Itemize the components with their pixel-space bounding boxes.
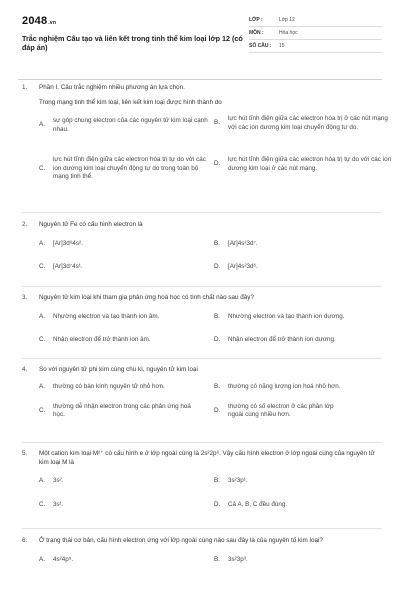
option-letter: C. <box>39 406 46 414</box>
option-c[interactable] <box>39 403 199 420</box>
logo-text: 2048 <box>22 15 48 27</box>
option-d[interactable] <box>214 336 336 345</box>
meta-label: MÔN : <box>249 29 264 36</box>
question-text: Nguyên tử kim loại khi tham gia phản ứng hoá học có tính chất nào sau đây? <box>39 294 254 301</box>
header-divider <box>18 79 382 80</box>
option-b[interactable] <box>214 115 392 132</box>
option-letter: B. <box>214 119 220 127</box>
options <box>39 477 382 513</box>
option-a[interactable] <box>39 117 214 134</box>
option-b[interactable] <box>214 383 392 392</box>
option-a[interactable] <box>39 477 64 486</box>
option-c[interactable] <box>39 501 64 510</box>
options <box>39 556 382 570</box>
meta-value: 15 <box>279 42 285 49</box>
question-header <box>22 450 382 467</box>
option-letter: D. <box>214 406 221 414</box>
option-text: [Ar]3d⁶4s². <box>53 239 83 247</box>
option-text: Cả A, B, C đều đúng. <box>228 501 288 508</box>
option-letter: D. <box>214 501 221 508</box>
option-b[interactable] <box>214 240 258 249</box>
option-letter: D. <box>214 262 221 270</box>
header-left <box>22 14 247 53</box>
option-text: [Ar]3d⁷4s¹. <box>53 262 83 270</box>
option-b[interactable] <box>214 477 248 486</box>
option-text: sự góp chung electron của các nguyên tử kim loại cạnh nhau. <box>53 117 208 133</box>
question-5 <box>22 450 382 513</box>
option-a[interactable] <box>39 383 214 392</box>
options <box>39 383 382 433</box>
options <box>39 115 392 187</box>
option-text: [Ar]4s²3d⁶. <box>228 262 258 270</box>
meta-row-count <box>249 40 382 53</box>
option-letter: A. <box>39 121 45 129</box>
question-stem: Trong mạng tinh thể kim loại, liên kết kim loại được hình thành do <box>39 98 222 106</box>
question-number: 5. <box>22 450 28 457</box>
option-text: Nhường electron và tạo thành ion dương. <box>228 312 345 320</box>
option-letter: B. <box>214 477 220 484</box>
option-text: lực hút tĩnh điện giữa các electron hóa trị tự do với các ion dương kim loại ở các nút mạng. <box>228 156 392 172</box>
option-c[interactable] <box>39 156 214 182</box>
option-text: thường có bán kính nguyên tử nhỏ hơn. <box>53 382 165 390</box>
option-text: 3s². <box>53 477 64 484</box>
option-letter: D. <box>214 335 221 343</box>
meta-label: LỚP : <box>249 16 263 23</box>
question-divider <box>22 442 382 443</box>
question-2 <box>22 221 382 276</box>
question-4 <box>22 366 382 433</box>
option-b[interactable] <box>214 313 344 322</box>
meta-row-class <box>249 14 382 27</box>
option-letter: B. <box>214 312 220 320</box>
option-d[interactable] <box>214 403 344 420</box>
option-a[interactable] <box>39 313 159 322</box>
question-number: 6. <box>22 537 28 544</box>
option-d[interactable] <box>214 263 258 272</box>
option-letter: C. <box>39 164 46 172</box>
question-text: Nguyên tử Fe có cấu hình electron là <box>39 221 143 228</box>
question-text: Ở trạng thái cơ bản, cấu hình electron ứng với lớp ngoài cùng nào sau đây là của nguyên tố kim loại? <box>39 537 323 544</box>
question-text: So với nguyên tử phi kim cùng chu kì, nguyên tử kim loại <box>39 366 198 373</box>
meta-label: SỐ CÂU : <box>249 42 272 49</box>
meta-row-subject <box>249 27 382 40</box>
option-text: thường có số electron ở các phân lớp ngoài cùng nhiều hơn. <box>228 402 334 418</box>
option-a[interactable] <box>39 556 73 565</box>
option-text: 3s²3p¹. <box>228 477 248 484</box>
option-letter: B. <box>214 382 220 390</box>
option-text: lực hút tĩnh điện giữa các electron hóa trị tự do với các ion dương kim loại chuyển động tự do trong toàn bộ mạng tinh thể. <box>53 156 206 180</box>
option-letter: A. <box>39 239 45 247</box>
option-letter: A. <box>39 312 45 320</box>
options <box>39 240 382 276</box>
option-letter: A. <box>39 382 45 390</box>
option-text: lực hút tĩnh điện giữa các electron hóa trị ở các nút mạng với các ion dương kim loại chuyển động tự do. <box>228 115 388 131</box>
option-text: [Ar]4s¹3d⁷. <box>228 239 258 247</box>
option-text: 3s²3p³. <box>228 555 248 563</box>
option-letter: C. <box>39 501 46 508</box>
logo-suffix: .vn <box>48 20 57 26</box>
question-header <box>22 84 382 93</box>
option-b[interactable] <box>214 556 248 565</box>
question-header <box>22 537 382 546</box>
document-header <box>22 14 382 53</box>
option-letter: C. <box>39 262 46 270</box>
option-text: Nhận electron để trở thành ion dương. <box>228 335 336 343</box>
option-text: thường có năng lượng ion hoá nhỏ hơn. <box>228 382 341 390</box>
option-letter: B. <box>214 555 220 563</box>
option-letter: B. <box>214 239 220 247</box>
question-3 <box>22 294 382 349</box>
option-d[interactable] <box>214 501 287 510</box>
question-divider <box>22 212 382 213</box>
question-text: Một cation kim loại M²⁺ có cấu hình e ở lớp ngoài cùng là 2s²2p⁶. Vậy cấu hình electron ở lớp ngoài cùng của nguyên tử kim loại M là <box>39 450 375 466</box>
option-text: Nhận electron để trở thành ion âm. <box>53 335 151 343</box>
options <box>39 313 382 349</box>
meta-value: Hóa học <box>279 29 298 36</box>
meta-table <box>249 14 382 53</box>
option-a[interactable] <box>39 240 83 249</box>
option-letter: C. <box>39 335 46 343</box>
option-text: Nhường electron và tạo thành ion âm. <box>53 312 160 320</box>
question-number: 2. <box>22 221 28 228</box>
option-text: 4s²4p⁵. <box>53 555 74 563</box>
question-text: Phần I. Câu trắc nghiệm nhiều phương án lựa chọn. <box>39 84 185 91</box>
question-header <box>22 221 382 230</box>
question-header <box>22 366 382 375</box>
question-1 <box>22 84 392 187</box>
option-text: 3s¹. <box>53 501 64 508</box>
question-header <box>22 294 382 303</box>
option-d[interactable] <box>214 156 392 173</box>
option-letter: A. <box>39 477 45 484</box>
option-letter: D. <box>214 160 221 168</box>
question-number: 1. <box>22 84 28 91</box>
option-c[interactable] <box>39 263 83 272</box>
question-number: 4. <box>22 366 28 373</box>
option-text: thường dễ nhận electron trong các phản ứng hoá học. <box>53 402 191 418</box>
meta-value: Lớp 12 <box>279 16 295 23</box>
option-c[interactable] <box>39 336 151 345</box>
site-logo[interactable] <box>22 16 247 27</box>
page-title: Trắc nghiệm Cấu tạo và liên kết trong tinh thể kim loại lớp 12 (có đáp án) <box>22 34 243 53</box>
question-6 <box>22 537 382 570</box>
question-divider <box>22 286 382 287</box>
option-letter: A. <box>39 555 45 563</box>
question-number: 3. <box>22 294 28 301</box>
question-divider <box>22 528 382 529</box>
question-divider <box>22 358 382 359</box>
